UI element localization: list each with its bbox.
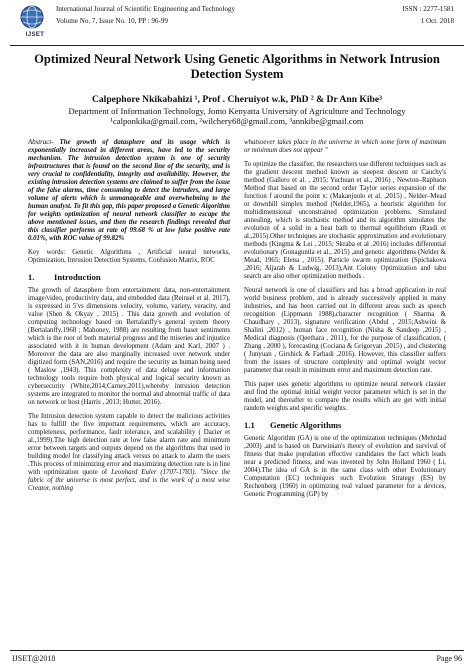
genetic-algorithm-paragraph: Genetic Algorithm (GA) is one of the optimization techniques (Mehrdad ,2003) ,and is based on Darwinian's theory of evolution and survival of fitness that make population effective candidates the fact which leads near a predicted fitness, and was invented by John Holland 1960 ( Li, 2004).The idea of GA is in the same class with other Evolutionary Computation (EC) techniques such Evolution Strategy (ES) by Rechenberg (1960) in optimizing real valued parameter for a devices, Genetic Programming (GP) by [244,435,446,498]
section-number: 1. [28,272,35,282]
footer-journal: IJSET@2018 [12,654,56,663]
journal-volume: Volume No. 7, Issue No. 10, PP : 96-99 [56,17,168,25]
affiliation-line: Department of Information Technology, Jomo Kenyatta University of Agriculture and Technology [68,106,406,116]
section-heading-introduction [28,273,230,281]
section-title: Genetic Algorithms [270,420,342,430]
left-column [28,139,230,499]
page-number: Page 96 [436,654,462,663]
logo-text: IJSET [25,32,45,38]
intro-paragraph-1: The growth of datasphere from entertainment data, non-entertainment image/video, productivity data, and embedded data (Reinsel et al. 2017), is expressed in 5'vs dimensions velocity, volume, variety, veracity, and value (Shen & Okyay , 2015) . This data growth and evolution of computing technology based on Bertalanffy's general system theory (Bertalanffy,1968 ; Mahoney, 1988) are resulting from baser sentiments which is the root of both material progress and the miseries and injustice associated with it in human development (Adam and Karl, 2007 ) . Moreover the data are also marginally increased over network under digitized form (SAN,2016) and require the security as human being need ( Maslow ,1943). This complexity of data deluge and information technology tools require both physical and logical security known as cybersecurity (White,2014;Carney,2011),whereby intrusion detection systems are integrated to monitor the normal and abnormal traffic of data on network or host (Harris , 2013; Hutter, 2016). [28,287,230,406]
header-rule [10,45,464,46]
intro-paragraph-2 [28,413,230,493]
section-number: 1.1 [244,420,255,430]
euler-quote: Leonhard Euler (1707-1783). "Since the fabric of the universe is most perfect, and is the work of a most wise Creator, nothing [28,469,230,492]
author-emails: ¹calponkika@gmail.com, ²wilchery68@gmail.com, ³annkibe@gmail.com [110,116,364,126]
issue-date: 1 Oct. 2018 [420,17,454,25]
section-title: Introduction [54,272,101,282]
section-heading-genetic-algorithms [244,421,446,429]
author-affiliation [20,106,454,126]
keywords [28,249,230,265]
keywords-label: Key words [28,249,64,256]
paper-aim-paragraph: This paper uses genetic algorithms to optimize neural network classier and find the optimal initial weight vector parameter which is set in the model, and thereafter to compare the results which are get with initial random weights and specific weights. [244,381,446,412]
paper-authors: Calpephore Nkikabahizi ¹, Prof . Cheruiyot w.k, PhD ² & Dr Ann Kibe³ [91,94,383,105]
euler-quote-continued: whatsoever takes place in the universe in which some form of maximum or minimum does not appear " [244,139,446,154]
footer-rule [10,650,464,651]
abstract [28,139,230,243]
keywords-text: : Genetic Algorithms , Artificial neural networks, Optimization, Intrusion Detection Systems, Confusion Matrix, ROC [28,249,231,264]
optimization-paragraph: To optimize the classifier, the researchers use different techniques such as the gradient descent method known as steepest descent or Cauchy's method (Gallero et al. , 2015; Yuchuan et al., 2016) , Newton–Raphson Method that based on the second order Taylor series expansion of the function f around the point x: (Makanjuolo et al. ,2015) , Nelder–Mead or downhill simplex method (Nelder,1965), a heuristic algorithm for multidimensional unconstrained optimization problems. Simulated annealing, which is stochastic method and its algorithm simulates the evolution of a solid in a heat bath to thermal equilibrium (Rasdi et al.,2015).Other techniques are stochastic approximation and evolutionary methods (Kingma & Lei , 2015; Skraba et al .2016) includes differential evolutionary (Gonaguntla et al., 2015) ,and genetic algorithms (Nelder & Mead, 1965; Elena , 2015). Particle swarm optimization (Spichakova ,2016; Aljarah & Ludwig, 2013),Ant Colony Optimization and tabu search are also other optimization methods . [244,161,446,280]
abstract-text: - The growth of datasphere and its usage which is exponentially increased in different areas, have led to the security mechanism. The intrusion detection system is one of security infrastructures that is found on the second line of the security, and is very crucial to confidentiality, integrity and availability. However, the existing intrusion detection systems are claimed to suffer from the issue of the false alarms, time consuming to detect the intruders, and large volume of alerts which is unmanageable and overwhelming to the human analyst. To fit this gap, this paper proposed a Genetic Algorithm for weights optimization of neural network classifier to escape the above mentioned issues, and then the research findings revealed that this classifier performs at rate of 99.68 % at low false positive rate 0.01%, with ROC value of 99.82% [28,139,230,242]
paper-title: Optimized Neural Network Using Genetic Algorithms in Network Intrusion Detection System [34,52,440,81]
journal-name: International Journal of Scientific Engineering and Technology [56,5,236,13]
journal-issn: ISSN : 2277-1581 [402,5,454,13]
intro-paragraph-2-text: The Intrusion detection system capable to detect the malicious activities has to fulfill the five important requirements, which are accuracy, completeness, performance, fault tolerance, and scalability ( Dacier et al.,1999).The high detection rate at low false alarm rate and minimum error between targets and outputs depend on the algorithms that used in building model for classifying attack versus no attack to alarm the users .This process of minimizing error and maximizing detection rate is in line with optimization quote of [28,413,230,476]
abstract-label: Abstract [28,139,52,146]
globe-icon [13,4,51,34]
right-column [244,139,446,505]
journal-logo [13,4,51,42]
neural-network-paragraph: Neural network is one of classifiers and has a broad application in real world business problem, and is already successively applied in many industries, and has been carried out in different areas such as speech recognition (Lippmann 1988),character recognition ( Sharma & Chaudhary , 2013), signature verification (Abdul , 2015;Ashwini & Shalini ,2012) , human face recognition (Nisha & Sandeep ,2015) , Medical diagnosis (Qeethara , 2011), for the purpose of classification, ( Zhang , 2000 ), forecasting (Cociana & Grigoryan ,2015) , and clustering ( Junyuan , Girshick & Farhadi ,2016). However, this classifier suffers from the issues of structure complexity and optimal weight vector parameter that result in minimum error and maximum detection rate. [244,287,446,374]
page-header [10,3,464,43]
